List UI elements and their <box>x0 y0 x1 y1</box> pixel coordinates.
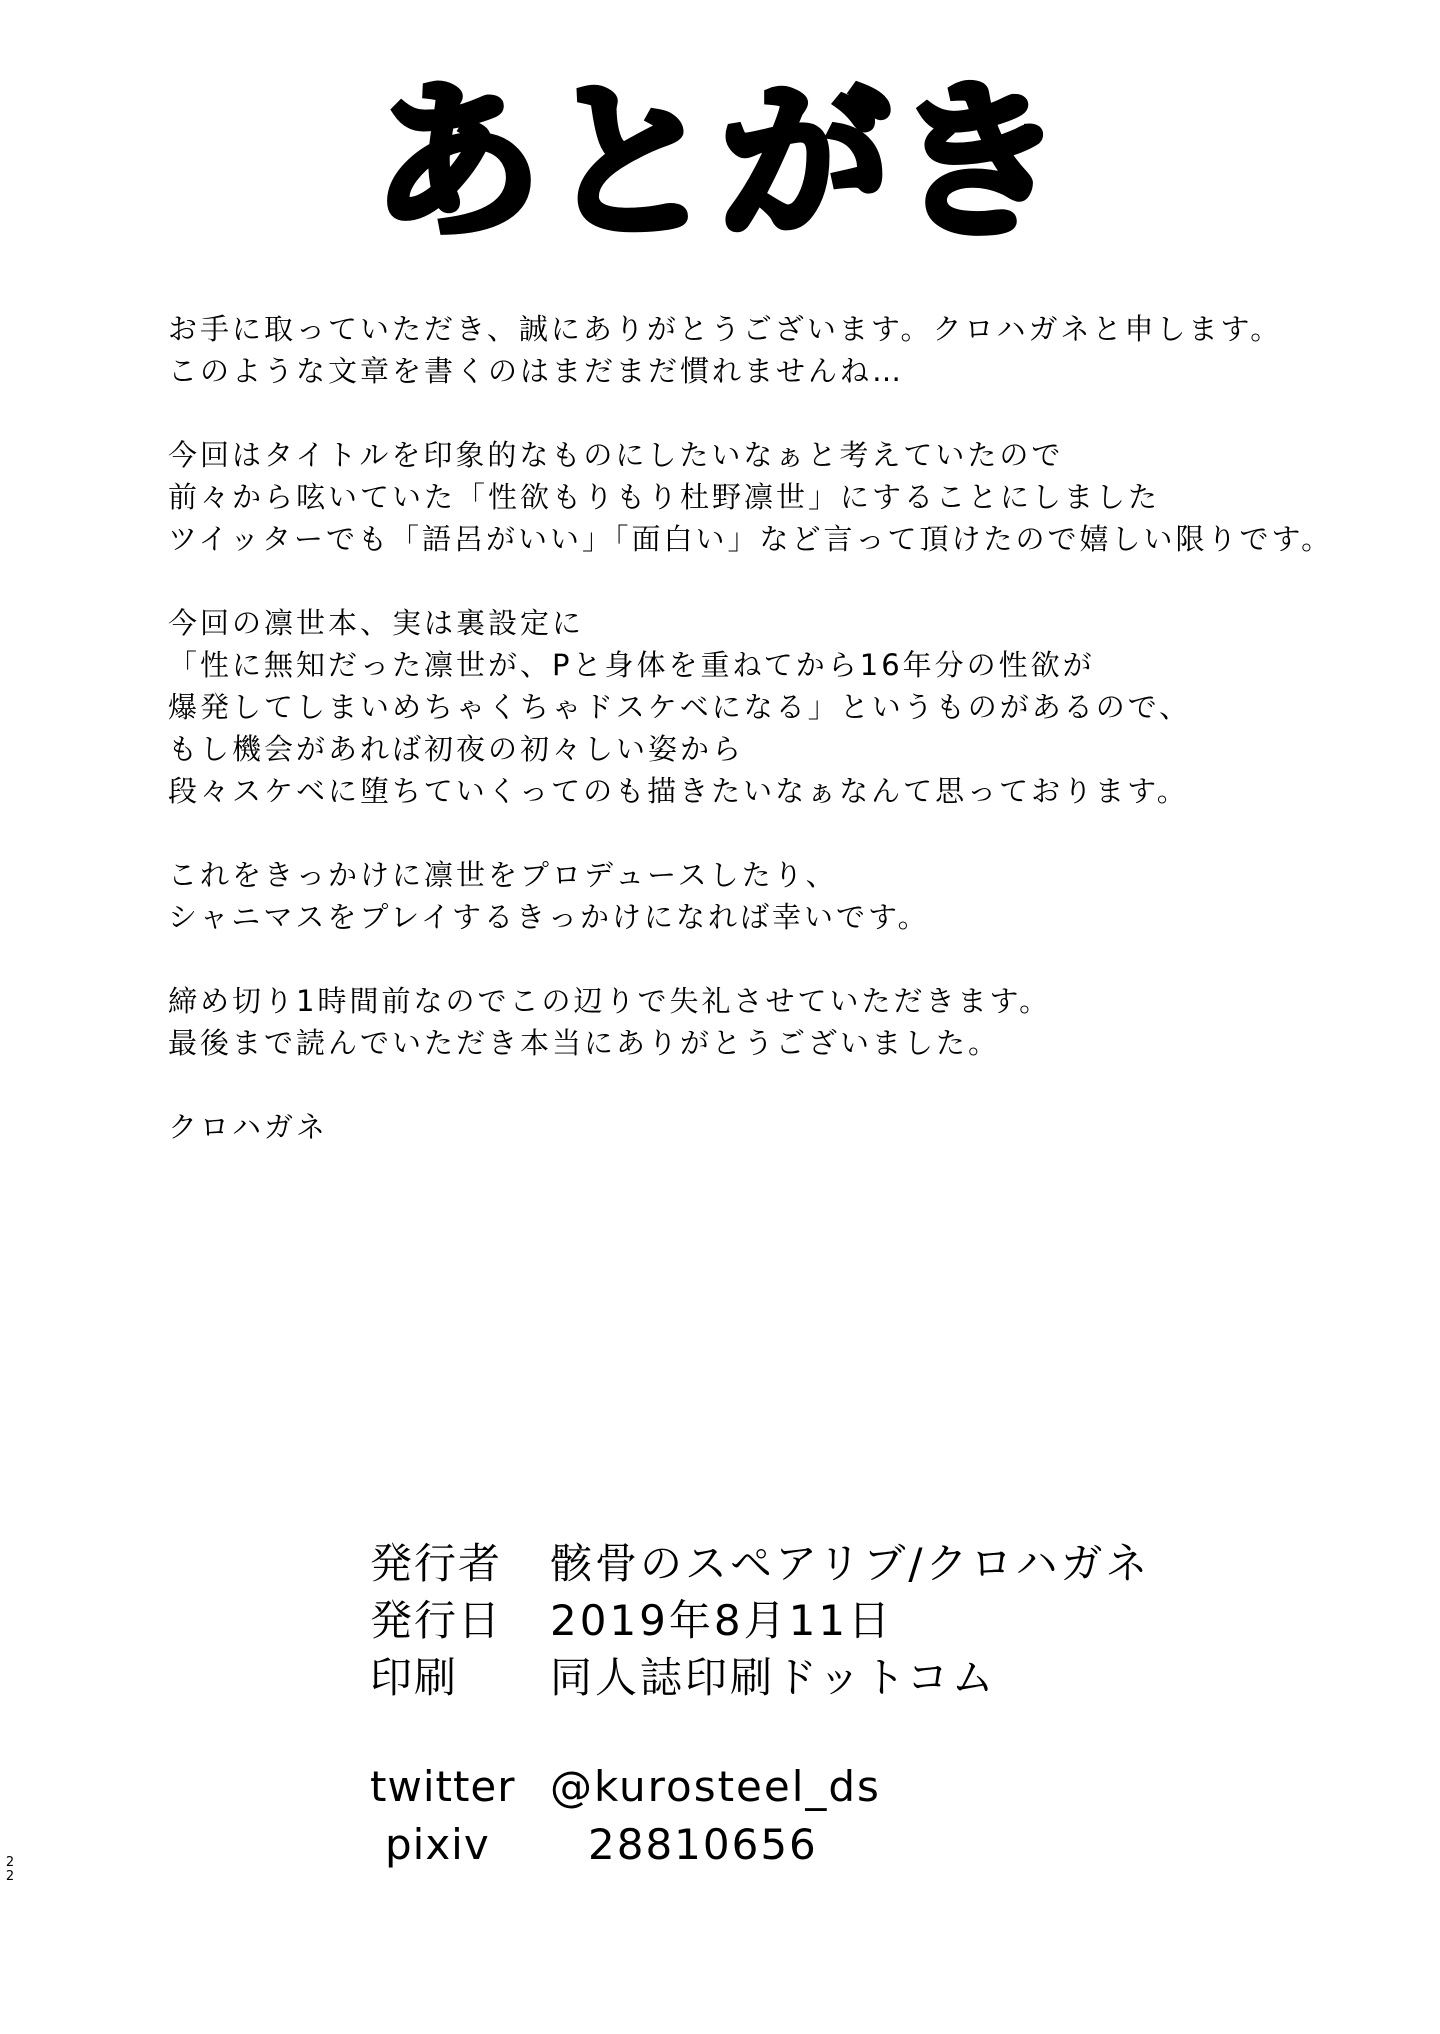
signature: クロハガネ <box>168 1110 329 1144</box>
text-line: ツイッターでも「語呂がいい」「面白い」など言って頂けたので嬉しい限りです。 <box>168 522 1334 556</box>
paragraph-hope <box>168 854 1348 938</box>
text-line: 最後まで読んでいただき本当にありがとうございました。 <box>168 1026 1001 1060</box>
paragraph-greeting <box>168 308 1348 392</box>
text-line: これをきっかけに凛世をプロデュースしたり、 <box>168 858 838 892</box>
paragraph-title-choice <box>168 434 1348 560</box>
colophon-date <box>370 1592 1270 1649</box>
afterword-body <box>168 308 1348 1148</box>
colophon-printer <box>370 1649 1270 1706</box>
text-line: 前々から呟いていた「性欲もりもり杜野凛世」にすることにしました <box>168 480 1161 514</box>
text-line: お手に取っていただき、誠にありがとうございます。クロハガネと申します。 <box>168 312 1283 346</box>
colophon-publisher <box>370 1535 1270 1592</box>
page-number: 22 <box>5 1855 15 1884</box>
text-line: このような文章を書くのはまだまだ慣れませんね… <box>168 354 905 388</box>
text-line: シャニマスをプレイするきっかけになれば幸いです。 <box>168 900 930 934</box>
social-links <box>370 1758 1270 1874</box>
text-line: 締め切り1時間前なのでこの辺りで失礼させていただきます。 <box>168 984 1052 1018</box>
twitter-label: twitter <box>370 1762 516 1811</box>
text-line: 「性に無知だった凛世が、Pと身体を重ねてから16年分の性欲が <box>168 648 1095 682</box>
pixiv-row <box>370 1816 1270 1874</box>
date-value: 2019年8月11日 <box>550 1596 894 1645</box>
page-title: あとがき <box>371 64 1068 262</box>
text-line: もし機会があれば初夜の初々しい姿から <box>168 732 745 766</box>
publisher-label: 発行者 <box>370 1539 503 1588</box>
date-label: 発行日 <box>370 1596 503 1645</box>
publisher-value: 骸骨のスペアリブ/クロハガネ <box>550 1539 1151 1588</box>
text-line: 爆発してしまいめちゃくちゃドスケベになる」というものがあるので、 <box>168 690 1192 724</box>
pixiv-label: pixiv <box>385 1820 490 1869</box>
text-line: 今回の凛世本、実は裏設定に <box>168 606 585 640</box>
paragraph-closing <box>168 980 1348 1064</box>
twitter-handle: @kurosteel_ds <box>550 1762 881 1811</box>
text-line: 段々スケベに堕ちていくってのも描きたいなぁなんて思っております。 <box>168 774 1189 808</box>
colophon <box>370 1535 1270 1706</box>
paragraph-hidden-setting <box>168 602 1348 812</box>
twitter-row <box>370 1758 1270 1816</box>
text-line: 今回はタイトルを印象的なものにしたいなぁと考えていたので <box>168 438 1064 472</box>
print-value: 同人誌印刷ドットコム <box>550 1653 997 1702</box>
print-label: 印刷 <box>370 1653 459 1702</box>
pixiv-id: 28810656 <box>588 1820 818 1869</box>
